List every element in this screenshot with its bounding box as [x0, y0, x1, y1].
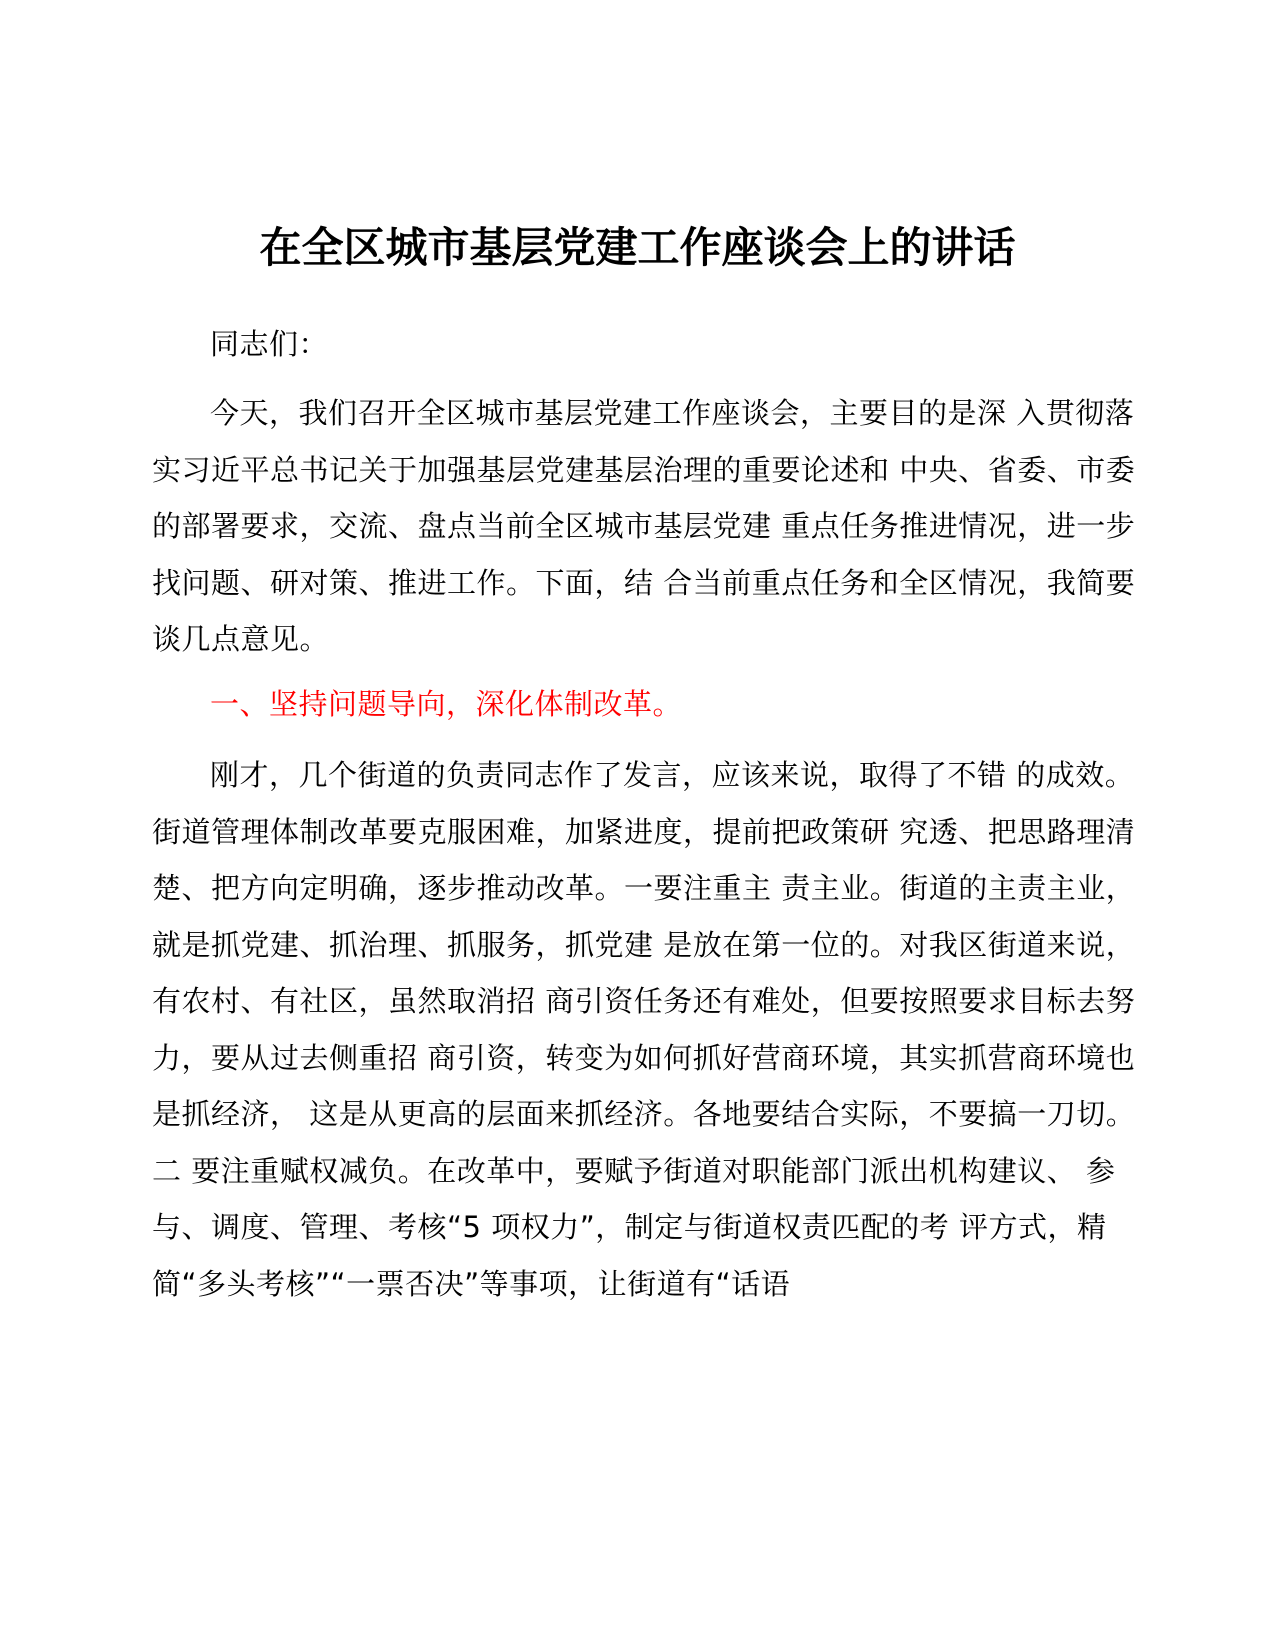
paragraph-line: 评方式，精简“多头考核”“一票否决”等事项，让街道有“话语	[152, 1210, 1107, 1301]
paragraph-line: 究透、把思路理清楚、把方向定明确，逐步推动改革。一要注重主	[152, 814, 1136, 905]
paragraph-line: 责主业。街道的主责主业，就是抓党建、抓治理、抓服务，抓党建	[152, 871, 1136, 962]
paragraph-line: 参与、调度、管理、考核“5 项权力”，制定与街道权责匹配的考	[152, 1153, 1116, 1244]
paragraph-2	[152, 747, 1142, 1312]
paragraph-line: 今天，我们召开全区城市基层党建工作座谈会，主要目的是深	[210, 396, 1007, 430]
paragraph-line: 是放在第一位的。对我区街道来说，有农村、有社区，虽然取消招	[152, 927, 1136, 1018]
paragraph-line: 要注重赋权减负。在改革中，要赋予街道对职能部门派出机构建议、	[191, 1153, 1077, 1188]
paragraph-line: 刚才，几个街道的负责同志作了发言，应该来说，取得了不错	[210, 758, 1007, 792]
section-heading-text: 一、坚持问题导向，深化体制改革。	[210, 687, 683, 721]
paragraph-line: 商引资，转变为如何抓好营商环境，其实抓营商环境也是抓经济，	[152, 1040, 1136, 1131]
salutation-text: 同志们：	[210, 327, 329, 361]
paragraph-line: 合当前重点任务和全区情况，我简要谈几点意见。	[152, 565, 1136, 656]
paragraph-1	[152, 385, 1142, 668]
document-title: 在全区城市基层党建工作座谈会上的讲话	[259, 223, 1016, 272]
paragraph-line: 商引资任务还有难处，但要按照要求目标去努力，要从过去侧重招	[152, 984, 1136, 1075]
paragraph-line: 这是从更高的层面来抓经济。各地要结合实际，不要搞一刀切。二	[152, 1097, 1136, 1188]
paragraph-line: 重点任务推进情况，进一步找问题、研对策、推进工作。下面，结	[152, 509, 1136, 600]
paragraph-line: 入贯彻落实习近平总书记关于加强基层党建基层治理的重要论述和	[152, 396, 1135, 487]
section-heading-1	[152, 676, 1142, 733]
paragraph-line: 中央、省委、市委的部署要求，交流、盘点当前全区城市基层党建	[152, 452, 1136, 543]
salutation	[152, 316, 1142, 373]
paragraph-line: 的成效。街道管理体制改革要克服困难，加紧进度，提前把政策研	[152, 758, 1135, 849]
